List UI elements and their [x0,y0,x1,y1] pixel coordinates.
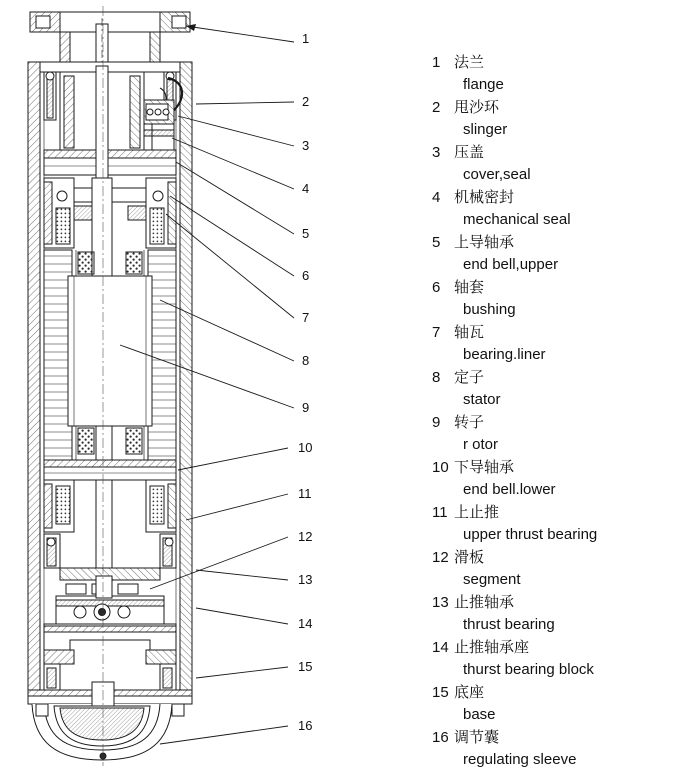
legend-num-8: 8 [432,369,441,386]
legend-cn-3: 压盖 [454,144,485,161]
legend-en-12: segment [463,571,521,588]
legend-item-9 [432,412,672,456]
legend-num-10: 10 [432,459,449,476]
callout-1: 1 [302,31,310,46]
legend-cn-9: 转子 [454,414,485,431]
legend-item-3 [432,142,672,186]
legend-num-12: 12 [432,549,449,566]
legend-num-1: 1 [432,54,441,71]
parts-legend [432,52,672,772]
callout-13: 13 [298,572,313,587]
legend-num-7: 7 [432,324,441,341]
legend-cn-4: 机械密封 [454,189,515,206]
legend-cn-8: 定子 [454,369,485,386]
callout-4: 4 [302,181,310,196]
legend-en-16: regulating sleeve [463,751,577,768]
legend-cn-13: 止推轴承 [454,594,515,611]
legend-cn-2: 甩沙环 [454,99,500,116]
legend-en-2: slinger [463,121,508,138]
legend-item-2 [432,97,672,141]
callout-15: 15 [298,659,313,674]
legend-item-12 [432,547,672,591]
callout-9: 9 [302,400,310,415]
legend-item-13 [432,592,672,636]
callout-8: 8 [302,353,310,368]
legend-num-9: 9 [432,414,441,431]
callout-6: 6 [302,268,310,283]
legend-item-1 [432,52,672,96]
legend-cn-16: 调节囊 [454,729,500,746]
legend-cn-1: 法兰 [454,54,485,71]
legend-num-11: 11 [432,504,448,521]
legend-en-8: stator [463,391,501,408]
legend-num-3: 3 [432,144,441,161]
legend-cn-10: 下导轴承 [454,459,515,476]
callout-3: 3 [302,138,310,153]
legend-item-11 [432,502,672,546]
legend-item-10 [432,457,672,501]
legend-cn-6: 轴套 [454,279,485,296]
legend-en-9: r otor [463,436,499,453]
legend-item-6 [432,277,672,321]
callout-7: 7 [302,310,310,325]
legend-en-13: thrust bearing [463,616,555,633]
legend-en-1: flange [463,76,504,93]
callout-11: 11 [298,486,312,501]
legend-en-3: cover,seal [463,166,531,183]
callout-16: 16 [298,718,313,733]
legend-cn-11: 上止推 [454,504,500,521]
legend-en-11: upper thrust bearing [463,526,598,543]
legend-num-14: 14 [432,639,449,656]
legend-item-15 [432,682,672,726]
legend-num-4: 4 [432,189,441,206]
legend-item-7 [432,322,672,366]
callout-5: 5 [302,226,310,241]
flange-assembly [30,12,190,70]
callout-12: 12 [298,529,313,544]
callout-10: 10 [298,440,313,455]
legend-num-6: 6 [432,279,441,296]
legend-item-5 [432,232,672,276]
legend-num-16: 16 [432,729,449,746]
legend-cn-14: 止推轴承座 [454,639,530,656]
legend-item-4 [432,187,672,231]
legend-en-10: end bell.lower [463,481,556,498]
base-and-regulating-sleeve [28,682,192,760]
legend-en-15: base [463,706,496,723]
legend-cn-7: 轴瓦 [454,324,485,341]
legend-cn-12: 滑板 [454,549,485,566]
legend-item-14 [432,637,672,681]
legend-item-16 [432,727,672,771]
legend-en-4: mechanical seal [463,211,571,228]
legend-num-5: 5 [432,234,441,251]
legend-num-13: 13 [432,594,449,611]
legend-en-6: bushing [463,301,516,318]
callout-2: 2 [302,94,310,109]
legend-en-14: thurst bearing block [463,661,594,678]
callout-14: 14 [298,616,313,631]
legend-num-15: 15 [432,684,449,701]
legend-cn-15: 底座 [454,684,485,701]
legend-cn-5: 上导轴承 [454,234,515,251]
legend-en-7: bearing.liner [463,346,546,363]
legend-num-2: 2 [432,99,441,116]
legend-item-8 [432,367,672,411]
legend-en-5: end bell,upper [463,256,559,273]
